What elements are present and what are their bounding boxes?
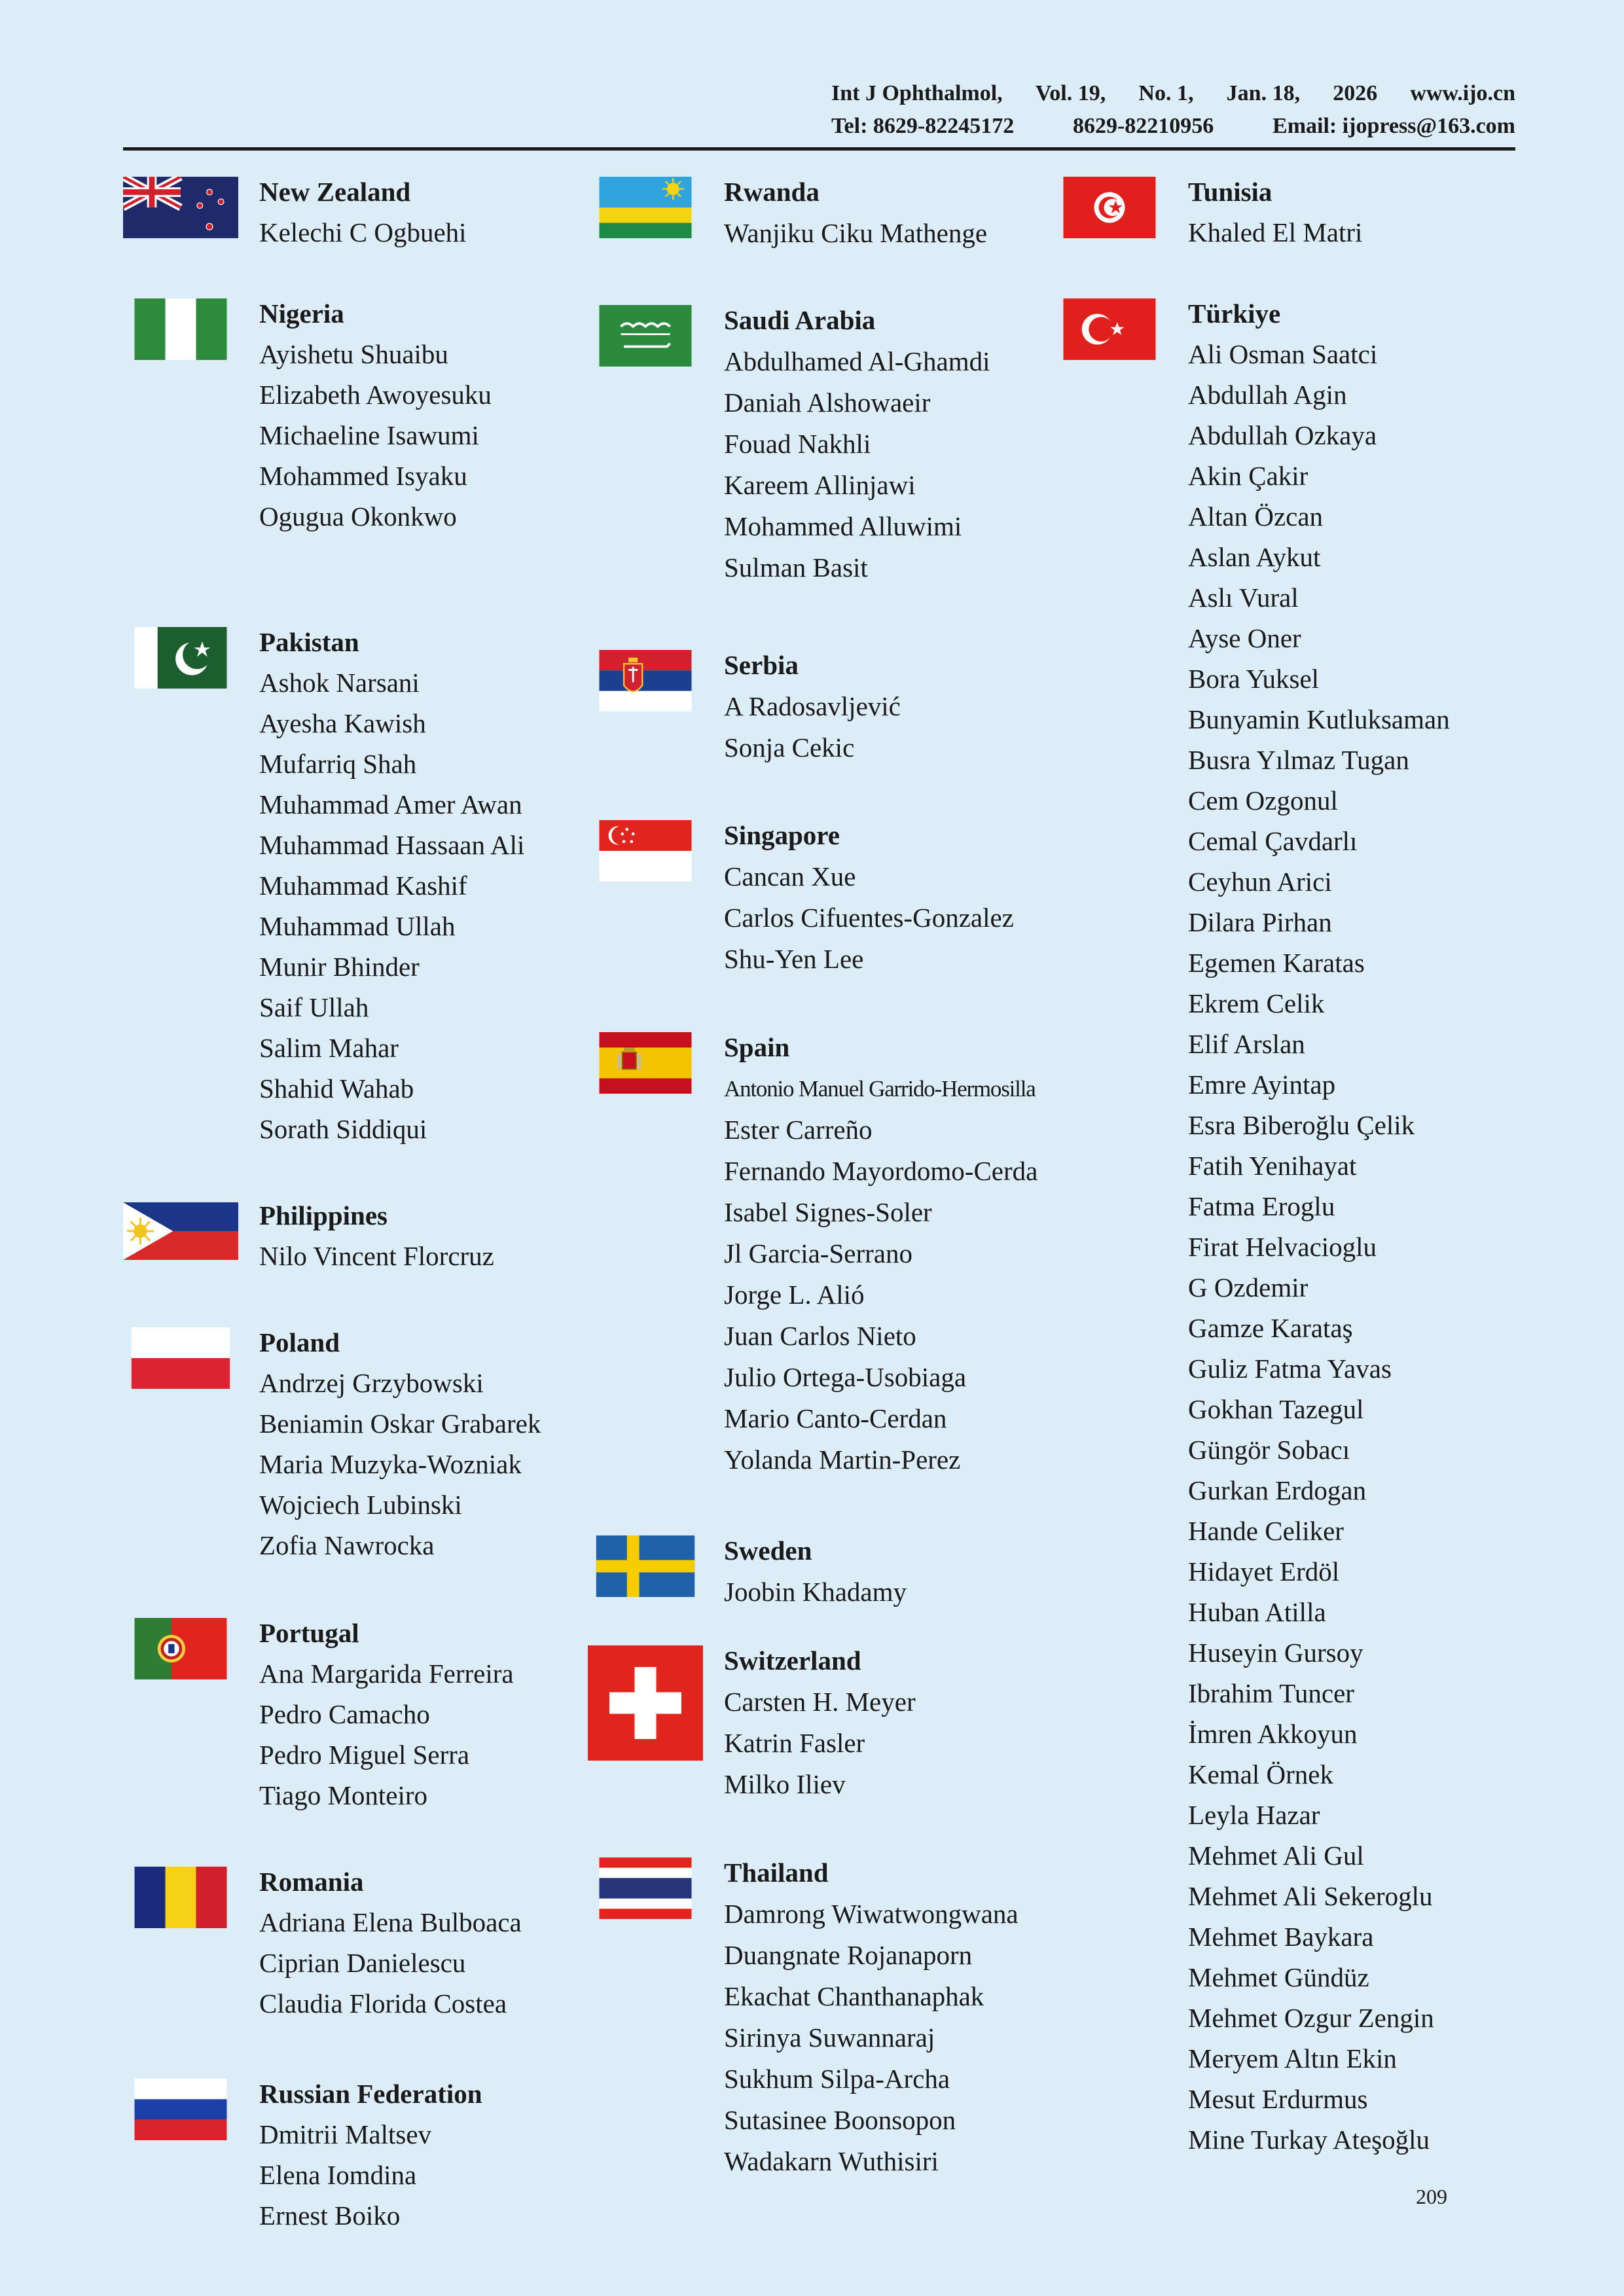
reviewer-name: Pedro Miguel Serra	[259, 1740, 470, 1770]
reviewer-name: Saif Ullah	[259, 992, 369, 1022]
reviewer-name: Maria Muzyka-Wozniak	[259, 1449, 522, 1479]
reviewer-name: Damrong Wiwatwongwana	[724, 1899, 1019, 1929]
header-line-2	[831, 110, 1515, 143]
singapore-flag-icon	[588, 820, 703, 882]
column-2	[588, 171, 1046, 2182]
header-item: Tel: 8629-82245172	[831, 114, 1015, 138]
country-name: Pakistan	[259, 627, 359, 657]
reviewer-name: Pedro Camacho	[259, 1699, 430, 1729]
header-item: Jan. 18,	[1226, 81, 1301, 105]
reviewer-name: Khaled El Matri	[1188, 217, 1363, 247]
country-name: Philippines	[259, 1200, 388, 1230]
reviewer-name: Zofia Nawrocka	[259, 1530, 435, 1560]
reviewer-name: Emre Ayintap	[1188, 1069, 1336, 1100]
country-group-philippines	[123, 1195, 581, 1276]
reviewer-name: Ayse Oner	[1188, 623, 1301, 653]
country-group-russia	[123, 2073, 581, 2236]
reviewer-name: Mehmet Ali Gul	[1188, 1840, 1364, 1871]
reviewer-name: Sutasinee Boonsopon	[724, 2105, 956, 2135]
reviewer-name: Mufarriq Shah	[259, 749, 417, 779]
reviewer-name: Beniamin Oskar Grabarek	[259, 1408, 541, 1439]
reviewer-name: Aslı Vural	[1188, 583, 1299, 613]
reviewer-name: Elif Arslan	[1188, 1029, 1305, 1059]
reviewer-name: Sorath Siddiqui	[259, 1114, 427, 1144]
reviewer-name: A Radosavljević	[724, 691, 901, 721]
reviewer-name: Cem Ozgonul	[1188, 785, 1338, 816]
header-line-1	[831, 77, 1515, 110]
country-group-poland	[123, 1322, 581, 1566]
reviewer-name: Sirinya Suwannaraj	[724, 2022, 935, 2053]
reviewer-name: Elena Iomdina	[259, 2160, 417, 2190]
reviewer-name: Sulman Basit	[724, 552, 868, 583]
country-name: Singapore	[724, 820, 840, 850]
reviewer-name: Kareem Allinjawi	[724, 470, 916, 500]
reviewer-name: Ashok Narsani	[259, 668, 420, 698]
country-name: Romania	[259, 1867, 364, 1897]
reviewer-name: Jl Garcia-Serrano	[724, 1238, 913, 1268]
reviewer-name: Shu-Yen Lee	[724, 944, 864, 974]
country-group-thailand	[588, 1852, 1046, 2182]
tunisia-flag-icon	[1052, 177, 1167, 238]
reviewer-name: Michaeline Isawumi	[259, 420, 479, 450]
country-name: Spain	[724, 1032, 790, 1062]
reviewer-name: Wanjiku Ciku Mathenge	[724, 218, 988, 248]
country-group-saudi-arabia	[588, 300, 1046, 588]
reviewer-name: Fatma Eroglu	[1188, 1191, 1335, 1221]
switzerland-flag-icon	[588, 1645, 703, 1761]
reviewer-name: Carsten H. Meyer	[724, 1687, 916, 1717]
reviewer-name: Leyla Hazar	[1188, 1800, 1320, 1830]
reviewer-name: Antonio Manuel Garrido-Hermosilla	[724, 1076, 1036, 1102]
reviewer-name: Meryem Altın Ekin	[1188, 2043, 1397, 2073]
reviewer-name: Mehmet Ozgur Zengin	[1188, 2003, 1434, 2033]
header-item: www.ijo.cn	[1410, 81, 1515, 105]
reviewer-name: Busra Yılmaz Tugan	[1188, 745, 1409, 775]
philippines-flag-icon	[123, 1200, 238, 1262]
country-name: Russian Federation	[259, 2079, 482, 2109]
country-name: Portugal	[259, 1618, 359, 1648]
country-group-nigeria	[123, 293, 581, 537]
reviewer-name: Muhammad Amer Awan	[259, 789, 522, 819]
country-group-new-zealand	[123, 171, 581, 253]
new-zealand-flag-icon	[123, 177, 238, 238]
reviewer-name: Isabel Signes-Soler	[724, 1197, 932, 1227]
reviewer-name: Mohammed Isyaku	[259, 461, 467, 491]
reviewer-name: Esra Biberoğlu Çelik	[1188, 1110, 1415, 1140]
reviewer-name: Jorge L. Alió	[724, 1280, 865, 1310]
header-item: No. 1,	[1138, 81, 1194, 105]
column-1	[123, 171, 581, 2236]
reviewer-name: Joobin Khadamy	[724, 1577, 907, 1607]
reviewer-name: Cemal Çavdarlı	[1188, 826, 1358, 856]
reviewer-name: Juan Carlos Nieto	[724, 1321, 916, 1351]
header-item: Email: ijopress@163.com	[1272, 114, 1515, 138]
header-item: Int J Ophthalmol,	[831, 81, 1003, 105]
reviewer-name: Abdullah Agin	[1188, 380, 1347, 410]
sweden-flag-icon	[588, 1535, 703, 1597]
reviewer-name: Kelechi C Ogbuehi	[259, 217, 467, 247]
reviewer-name: Mine Turkay Ateşoğlu	[1188, 2125, 1430, 2155]
reviewer-name: Ekachat Chanthanaphak	[724, 1981, 984, 2011]
reviewer-name: Dilara Pirhan	[1188, 907, 1332, 937]
page-number: 209	[1416, 2185, 1447, 2208]
reviewer-name: Egemen Karatas	[1188, 948, 1365, 978]
reviewer-name: Carlos Cifuentes-Gonzalez	[724, 903, 1014, 933]
reviewer-name: Claudia Florida Costea	[259, 1988, 507, 2018]
reviewer-name: Bunyamin Kutluksaman	[1188, 704, 1450, 734]
reviewer-name: Altan Özcan	[1188, 501, 1324, 531]
reviewer-name: Fatih Yenihayat	[1188, 1151, 1357, 1181]
reviewer-name: Kemal Örnek	[1188, 1759, 1333, 1789]
reviewer-name: Ogugua Okonkwo	[259, 501, 457, 531]
reviewer-name: Huseyin Gursoy	[1188, 1638, 1363, 1668]
reviewer-name: Ana Margarida Ferreira	[259, 1659, 514, 1689]
reviewer-name: Milko Iliev	[724, 1769, 846, 1799]
reviewer-name: Shahid Wahab	[259, 1073, 414, 1103]
reviewer-name: G Ozdemir	[1188, 1272, 1308, 1302]
reviewer-name: Munir Bhinder	[259, 952, 420, 982]
reviewer-name: Mehmet Ali Sekeroglu	[1188, 1881, 1433, 1911]
reviewer-name: Adriana Elena Bulboaca	[259, 1907, 522, 1937]
reviewer-name: İmren Akkoyun	[1188, 1719, 1358, 1749]
country-name: Tunisia	[1188, 177, 1272, 207]
reviewer-name: Andrzej Grzybowski	[259, 1368, 484, 1398]
reviewer-name: Aslan Aykut	[1188, 542, 1321, 572]
reviewer-name: Guliz Fatma Yavas	[1188, 1354, 1392, 1384]
country-name: New Zealand	[259, 177, 411, 207]
country-group-portugal	[123, 1613, 581, 1816]
reviewer-name: Sonja Cekic	[724, 732, 855, 762]
header-item: 8629-82210956	[1072, 114, 1214, 138]
country-group-romania	[123, 1861, 581, 2024]
reviewer-name: Ciprian Danielescu	[259, 1948, 466, 1978]
reviewer-name: Mehmet Gündüz	[1188, 1962, 1369, 1992]
reviewer-name: Firat Helvacioglu	[1188, 1232, 1377, 1262]
reviewer-name: Wadakarn Wuthisiri	[724, 2146, 939, 2176]
reviewer-name: Fouad Nakhli	[724, 429, 871, 459]
country-group-switzerland	[588, 1640, 1046, 1805]
pakistan-flag-icon	[123, 627, 238, 689]
reviewer-name: Ester Carreño	[724, 1115, 873, 1145]
header-item: Vol. 19,	[1035, 81, 1106, 105]
reviewer-name: Abdullah Ozkaya	[1188, 420, 1377, 450]
country-group-tunisia	[1052, 171, 1510, 253]
reviewer-name: Ibrahim Tuncer	[1188, 1678, 1354, 1708]
reviewer-name: Ernest Boiko	[259, 2200, 401, 2231]
column-3	[1052, 171, 1510, 2160]
country-group-spain	[588, 1027, 1046, 1480]
reviewer-name: Hande Celiker	[1188, 1516, 1344, 1546]
country-name: Switzerland	[724, 1645, 861, 1676]
header-rule	[123, 147, 1515, 151]
reviewer-name: Mehmet Baykara	[1188, 1922, 1374, 1952]
country-group-pakistan	[123, 622, 581, 1149]
reviewer-name: Nilo Vincent Florcruz	[259, 1241, 494, 1271]
reviewer-name: Muhammad Hassaan Ali	[259, 830, 525, 860]
reviewer-name: Sukhum Silpa-Archa	[724, 2064, 950, 2094]
reviewer-name: Salim Mahar	[259, 1033, 399, 1063]
country-name: Saudi Arabia	[724, 305, 876, 335]
reviewer-name: Muhammad Kashif	[259, 870, 467, 901]
country-name: Serbia	[724, 650, 799, 680]
country-name: Poland	[259, 1327, 340, 1357]
reviewer-name: Mohammed Alluwimi	[724, 511, 962, 541]
reviewer-name: Tiago Monteiro	[259, 1780, 428, 1810]
country-name: Nigeria	[259, 298, 344, 329]
country-group-sweden	[588, 1530, 1046, 1613]
country-name: Rwanda	[724, 177, 820, 207]
country-group-rwanda	[588, 171, 1046, 254]
reviewer-name: Daniah Alshowaeir	[724, 387, 931, 418]
reviewer-name: Katrin Fasler	[724, 1728, 865, 1758]
reviewer-name: Ali Osman Saatci	[1188, 339, 1378, 369]
serbia-flag-icon	[588, 650, 703, 711]
reviewer-name: Ceyhun Arici	[1188, 867, 1332, 897]
reviewer-name: Gamze Karataş	[1188, 1313, 1353, 1343]
reviewer-name: Elizabeth Awoyesuku	[259, 380, 492, 410]
reviewer-name: Abdulhamed Al-Ghamdi	[724, 346, 990, 376]
portugal-flag-icon	[123, 1618, 238, 1679]
russia-flag-icon	[123, 2079, 238, 2140]
rwanda-flag-icon	[588, 177, 703, 238]
country-group-singapore	[588, 815, 1046, 980]
country-name: Sweden	[724, 1535, 812, 1566]
reviewer-name: Yolanda Martin-Perez	[724, 1444, 961, 1475]
reviewer-name: Muhammad Ullah	[259, 911, 456, 941]
reviewer-name: Wojciech Lubinski	[259, 1490, 462, 1520]
spain-flag-icon	[588, 1032, 703, 1094]
reviewer-name: Duangnate Rojanaporn	[724, 1940, 973, 1970]
journal-header	[831, 77, 1515, 143]
romania-flag-icon	[123, 1867, 238, 1928]
reviewer-name: Gokhan Tazegul	[1188, 1394, 1364, 1424]
reviewer-name: Mesut Erdurmus	[1188, 2084, 1368, 2114]
reviewer-name: Ayesha Kawish	[259, 708, 426, 738]
country-name: Türkiye	[1188, 298, 1281, 329]
reviewer-name: Bora Yuksel	[1188, 664, 1320, 694]
turkiye-flag-icon	[1052, 298, 1167, 360]
reviewer-name: Hidayet Erdöl	[1188, 1556, 1340, 1587]
reviewer-name: Cancan Xue	[724, 861, 856, 891]
reviewer-name: Ekrem Celik	[1188, 988, 1325, 1018]
country-name: Thailand	[724, 1857, 829, 1888]
nigeria-flag-icon	[123, 298, 238, 360]
header-item: 2026	[1333, 81, 1378, 105]
reviewer-name: Fernando Mayordomo-Cerda	[724, 1156, 1038, 1186]
reviewer-name: Dmitrii Maltsev	[259, 2119, 432, 2149]
country-group-turkiye	[1052, 293, 1510, 2160]
reviewer-name: Julio Ortega-Usobiaga	[724, 1362, 967, 1392]
reviewer-name: Mario Canto-Cerdan	[724, 1403, 947, 1433]
saudi-arabia-flag-icon	[588, 305, 703, 367]
reviewer-name: Akin Çakir	[1188, 461, 1308, 491]
reviewer-name: Ayishetu Shuaibu	[259, 339, 448, 369]
reviewer-name: Huban Atilla	[1188, 1597, 1326, 1627]
thailand-flag-icon	[588, 1857, 703, 1919]
country-group-serbia	[588, 645, 1046, 768]
reviewer-name: Güngör Sobacı	[1188, 1435, 1350, 1465]
reviewer-name: Gurkan Erdogan	[1188, 1475, 1367, 1505]
poland-flag-icon	[123, 1327, 238, 1389]
